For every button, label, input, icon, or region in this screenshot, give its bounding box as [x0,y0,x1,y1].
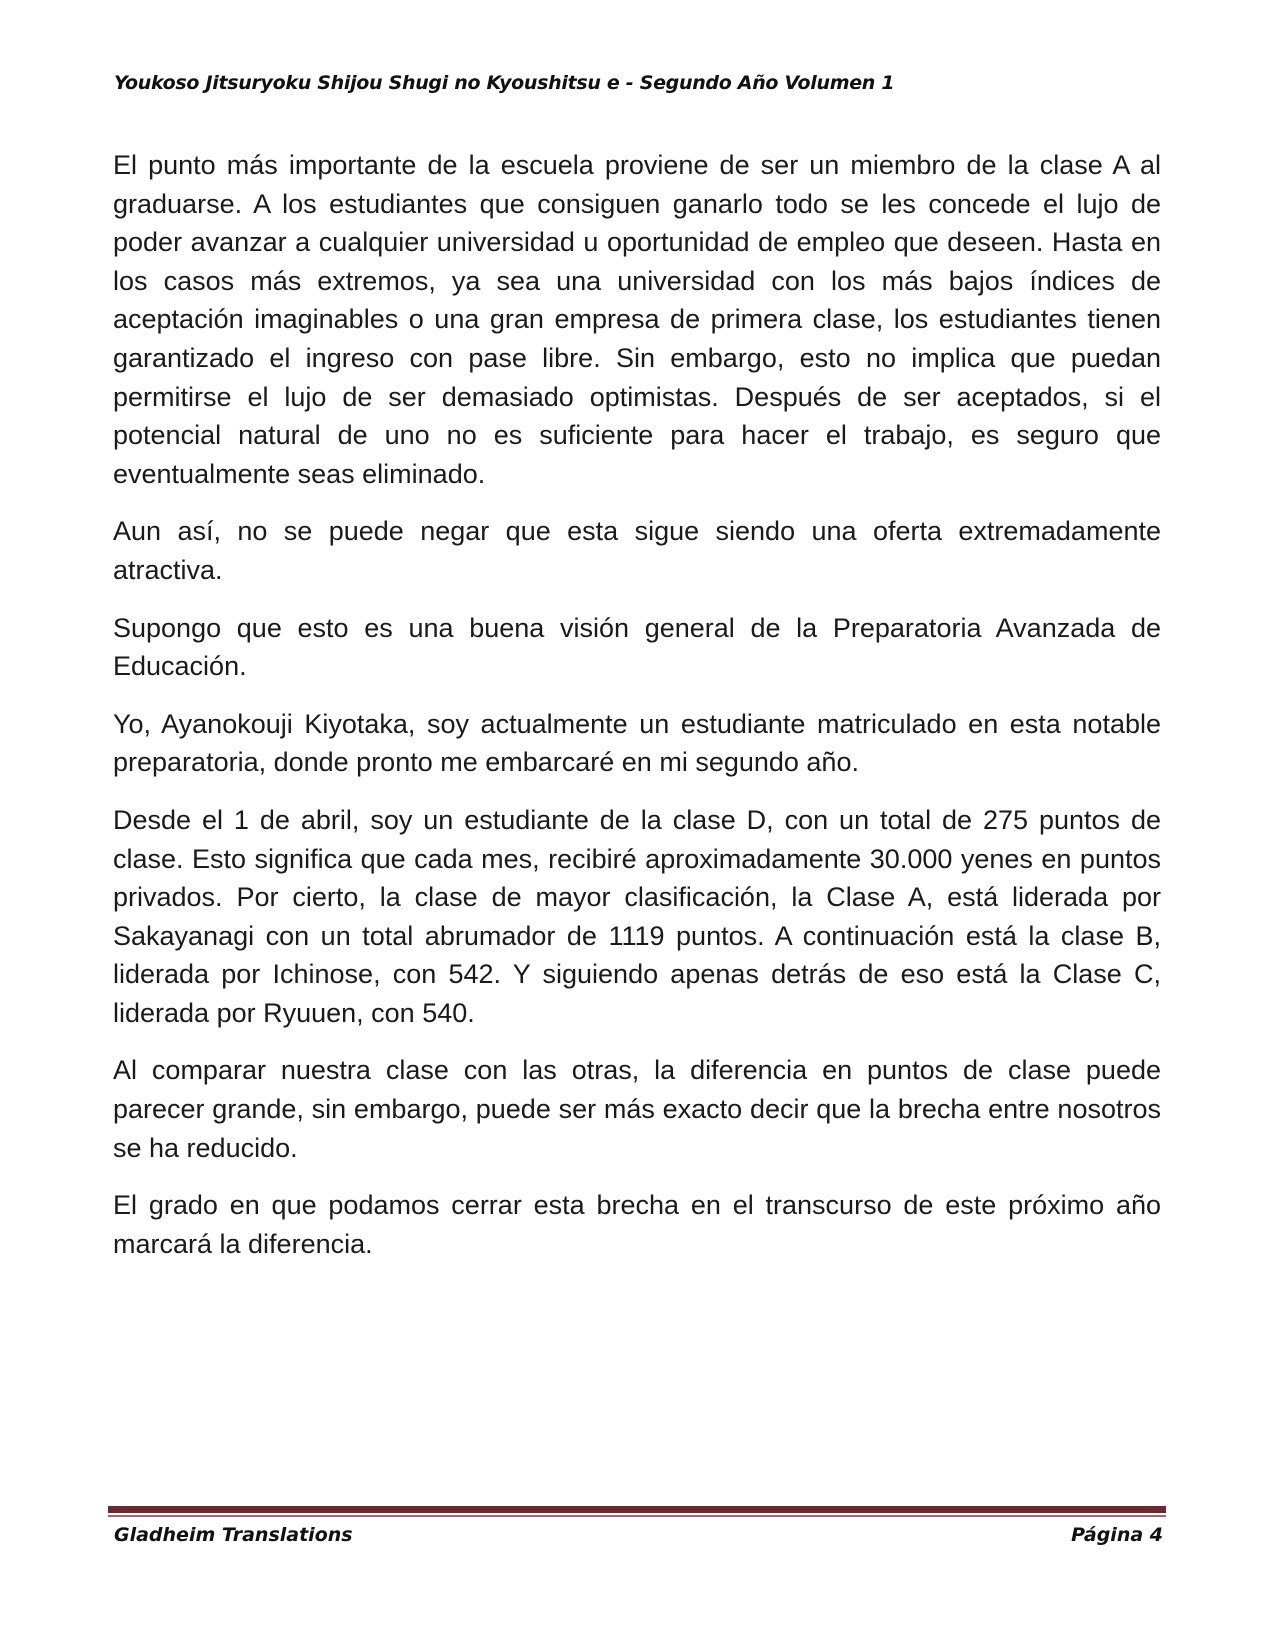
page-header: Youkoso Jitsuryoku Shijou Shugi no Kyoushitsu e - Segundo Año Volumen 1 [114,72,895,94]
paragraph-2: Aun así, no se puede negar que esta sigue siendo una oferta extremadamente atractiva. [113,516,1161,585]
paragraph-4: Yo, Ayanokouji Kiyotaka, soy actualmente un estudiante matriculado en esta notable preparatoria, donde pronto me embarcaré en mi segundo año. [113,708,1161,778]
footer-divider-thin [108,1515,1166,1517]
footer-credit: Gladheim Translations [114,1524,353,1546]
paragraph-1: El punto más importante de la escuela proviene de ser un miembro de la clase A al graduarse. A los estudiantes que consiguen ganarlo todo se les concede el lujo de poder avanzar a cualquier universidad u oportunidad de empleo que deseen. Hasta en los casos más extremos, ya sea una universidad con los más bajos índices de aceptación imaginables o una gran empresa de primera clase, los estudiantes tienen garantizado el ingreso con pase libre. Sin embargo, esto no implica que puedan permitirse el lujo de ser demasiado optimistas. Después de ser aceptados, si el potencial natural de uno no es suficiente para hacer el trabajo, es seguro que eventualmente seas eliminado. [113,150,1161,489]
paragraph-6: Al comparar nuestra clase con las otras, la diferencia en puntos de clase puede parecer grande, sin embargo, puede ser más exacto decir que la brecha entre nosotros se ha reducido. [113,1055,1161,1163]
paragraph-3: Supongo que esto es una buena visión general de la Preparatoria Avanzada de Educación. [113,612,1161,682]
body-text [113,146,1161,1282]
footer-divider [108,1506,1166,1513]
paragraph-5: Desde el 1 de abril, soy un estudiante de la clase D, con un total de 275 puntos de clase. Esto significa que cada mes, recibiré aproximadamente 30.000 yenes en puntos privados. Por cierto, la clase de mayor clasificación, la Clase A, está liderada por Sakayanagi con un total abrumador de 1119 puntos. A continuación está la clase B, liderada por Ichinose, con 542. Y siguiendo apenas detrás de eso está la Clase C, liderada por Ryuuen, con 540. [113,804,1161,1028]
paragraph-7: El grado en que podamos cerrar esta brecha en el transcurso de este próximo año marcará la diferencia. [113,1190,1161,1259]
page-number: Página 4 [1071,1524,1163,1546]
